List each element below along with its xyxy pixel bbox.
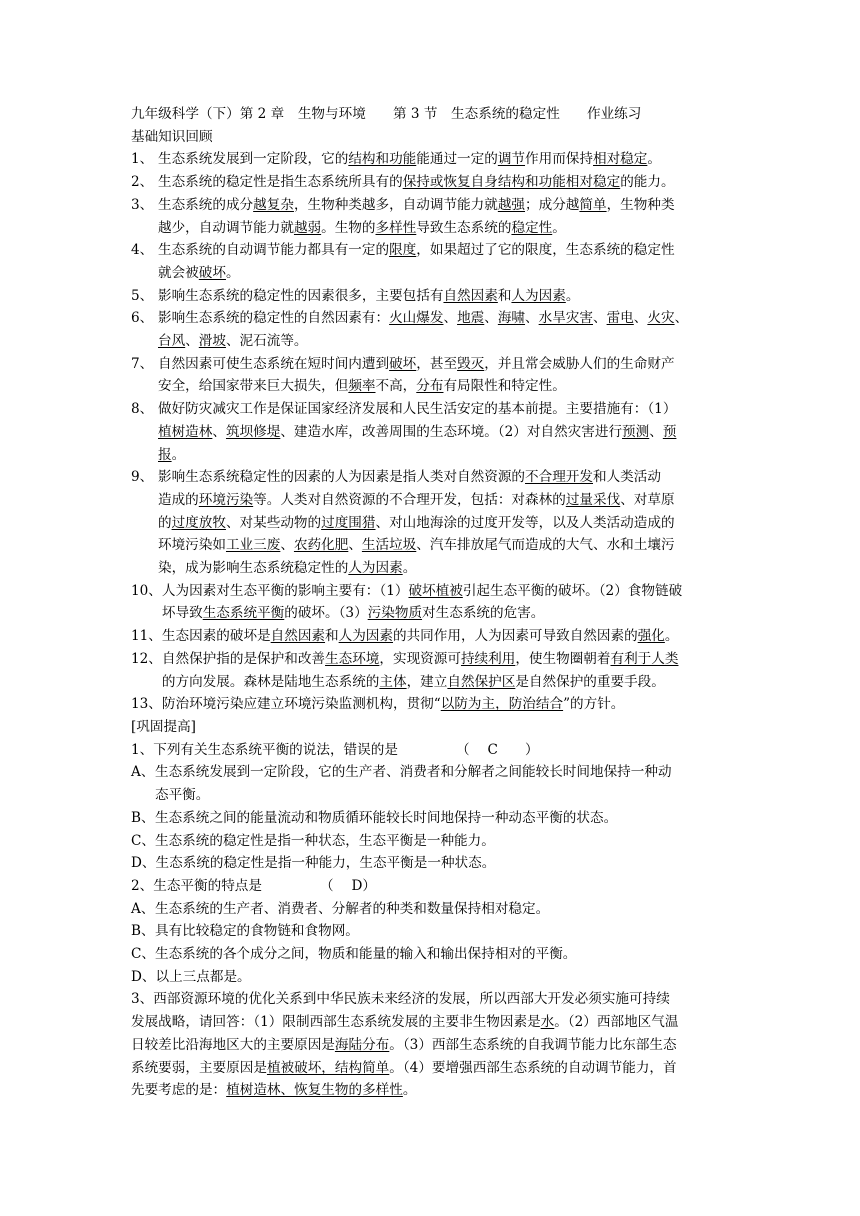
- text-segment: 防治环境污染应建立环境污染监测机构，贯彻“: [161, 696, 441, 713]
- answer-blank: 预测: [622, 423, 650, 440]
- text-segment: ，使生物圈朝着: [515, 650, 611, 667]
- text-segment: 的方向发展。森林是陆地生态系统的: [161, 673, 380, 690]
- text-line: [162, 671, 731, 694]
- text-segment: 做好防灾减灾工作是保证国家经济发展和人民生活安定的基本前提。主要措施有：（1）: [158, 401, 677, 418]
- text-segment: 、对某些动物的: [225, 514, 322, 531]
- answer-blank: 预: [662, 423, 677, 440]
- answer-blank: 火灾: [647, 310, 675, 327]
- option-item: [131, 830, 731, 853]
- text-segment: 、对山地海涂的过度开发等，以及人类活动造成的: [375, 514, 675, 531]
- item-number: 12、: [131, 650, 162, 667]
- text-segment: 的: [158, 514, 172, 531]
- basics-item: [131, 580, 731, 625]
- option-list: [131, 898, 731, 989]
- text-segment: ，如果超过了它的限度，生态系统的稳定性: [416, 242, 675, 259]
- text-segment: 、汽车排放尾气而造成的大气、水和土壤污: [416, 537, 675, 554]
- text-segment: 有局限性和特定性。: [443, 378, 566, 395]
- text-segment: 作用而保持: [525, 151, 593, 168]
- basics-item: [131, 466, 731, 580]
- answer-blank: 破坏: [389, 355, 417, 372]
- text-segment: 、建造水库，改善周围的生态环境。（2）对自然灾害进行: [280, 423, 623, 440]
- stem-text: 2、生态平衡的特点是: [131, 877, 262, 894]
- answer-bracket: （ D）: [320, 877, 377, 894]
- option-text: [155, 920, 731, 943]
- text-segment: 。: [565, 287, 580, 304]
- answer-blank: 破坏: [198, 264, 226, 281]
- text-line: 生态系统的稳定性是指一种状态，生态平衡是一种能力。: [155, 832, 495, 849]
- answer-blank: 主体: [379, 673, 407, 690]
- text-segment: 3、西部资源环境的优化关系到中华民族未来经济的发展，所以西部大开发必须实施可持续: [131, 991, 670, 1008]
- answer-blank: 农药化肥: [293, 537, 349, 554]
- text-segment: 导致生态系统的: [416, 219, 512, 236]
- text-segment: 、: [185, 333, 199, 350]
- text-line: [158, 466, 731, 489]
- text-line: 生态系统的各个成分之间，物质和能量的输入和输出保持相对的平衡。: [155, 946, 577, 963]
- item-text: [162, 693, 731, 716]
- answer-blank: 过度围猎: [321, 514, 376, 531]
- text-line: 态平衡。: [155, 787, 210, 804]
- text-line: [158, 512, 731, 535]
- basics-item: [131, 648, 731, 693]
- text-segment: 生态系统的自动调节能力都具有一定的: [158, 242, 390, 259]
- text-segment: ；成分越: [525, 196, 580, 213]
- text-segment: 坏导致: [161, 605, 203, 622]
- text-line: [162, 625, 731, 648]
- answer-blank: 海啸: [497, 310, 526, 327]
- text-segment: 。: [552, 219, 566, 236]
- text-segment: ，生物种类越多，自动调节能力就: [293, 196, 498, 213]
- page-title: 九年级科学（下）第 2 章 生物与环境 第 3 节 生态系统的稳定性 作业练习: [131, 106, 642, 122]
- section-heading-basics: 基础知识回顾: [131, 128, 213, 145]
- text-segment: 。: [225, 264, 240, 281]
- text-segment: 生态因素的破坏是: [161, 628, 271, 645]
- basics-item: [131, 625, 731, 648]
- answer-blank: 过量采伐: [565, 491, 621, 508]
- text-segment: ，并且常会威胁人们的生命财产: [484, 355, 675, 372]
- option-text: [155, 943, 731, 966]
- option-label: A、: [131, 900, 155, 917]
- text-line: [158, 262, 731, 285]
- answer-blank: 水: [540, 1014, 555, 1031]
- option-text: [155, 761, 731, 806]
- question-2: [131, 875, 731, 989]
- text-line: [158, 285, 731, 308]
- item-number: 2、: [131, 174, 154, 191]
- question-stem: [131, 875, 731, 898]
- item-number: 8、: [131, 401, 154, 418]
- text-segment: 等。人类对自然资源的不合理开发，包括：对森林的: [253, 491, 566, 508]
- answer-blank: 多样性: [375, 219, 417, 236]
- text-segment: 、: [633, 310, 648, 327]
- answer-blank: 结构和功能: [348, 151, 417, 168]
- basics-item: [131, 307, 731, 352]
- text-line: [162, 602, 731, 625]
- item-text: [158, 171, 731, 194]
- text-line: [158, 421, 731, 444]
- option-label: D、: [131, 855, 156, 872]
- text-segment: 人为因素对生态平衡的影响主要有：（1）: [161, 582, 409, 599]
- text-segment: ，甚至: [416, 355, 458, 372]
- option-text: [155, 807, 731, 830]
- answer-blank: 植树造林: [158, 423, 213, 440]
- item-number: 5、: [131, 287, 154, 304]
- text-line: [158, 444, 731, 467]
- answer-blank: 筑坝修堤: [225, 423, 281, 440]
- text-segment: 是自然保护的重要手段。: [515, 673, 665, 690]
- text-segment: 自然保护指的是保护和改善: [161, 650, 326, 667]
- answer-blank: 调节: [497, 151, 526, 168]
- item-text: [162, 648, 731, 693]
- answer-blank: 限度: [389, 242, 417, 259]
- item-text: [158, 398, 731, 466]
- text-line: [158, 534, 731, 557]
- item-number: 6、: [131, 310, 154, 327]
- text-segment: 。（2）西部地区气温: [554, 1014, 679, 1031]
- option-text: [155, 830, 731, 853]
- answer-blank: 台风: [158, 333, 186, 350]
- option-label: C、: [131, 946, 155, 963]
- text-segment: 影响生态系统稳定性的因素的人为因素是指人类对自然资源的: [158, 469, 526, 486]
- answer-blank: 植树造林、恢复生物的多样性: [226, 1082, 403, 1099]
- text-segment: 不高，: [375, 378, 417, 395]
- text-segment: 、: [593, 310, 607, 327]
- worksheet-page: [131, 103, 731, 1102]
- text-line: [158, 307, 731, 330]
- text-line: [158, 375, 731, 398]
- option-label: D、: [131, 968, 156, 985]
- option-text: [156, 966, 732, 989]
- text-segment: 。: [171, 446, 186, 463]
- text-segment: 染，成为影响生态系统稳定性的: [158, 560, 349, 577]
- text-line: 生态系统的稳定性是指一种能力，生态平衡是一种状态。: [155, 855, 496, 872]
- text-line: [131, 1034, 731, 1057]
- text-segment: 的能力。: [620, 174, 675, 191]
- text-segment: 、: [484, 310, 498, 327]
- answer-blank: 自然保护区: [447, 673, 516, 690]
- text-line: [158, 194, 731, 217]
- answer-blank: 海陆分布: [334, 1036, 390, 1053]
- answer-blank: 以防为主，防治结合: [440, 696, 564, 713]
- answer-bracket: （ C ）: [455, 741, 539, 758]
- basics-item: [131, 285, 731, 308]
- text-segment: 、泥石流等。: [225, 333, 308, 350]
- text-line: [158, 330, 731, 353]
- option-item: [131, 943, 731, 966]
- text-segment: 和: [497, 287, 512, 304]
- text-segment: 环境污染如: [158, 537, 226, 554]
- answer-blank: 人为因素: [511, 287, 566, 304]
- answer-blank: 自然因素: [270, 628, 326, 645]
- basics-item: [131, 171, 731, 194]
- text-segment: 、对草原: [620, 491, 675, 508]
- text-segment: 影响生态系统的稳定性的因素很多，主要包括有: [158, 287, 444, 304]
- item-number: 9、: [131, 469, 154, 486]
- option-list: [131, 761, 731, 875]
- basics-item: [131, 148, 731, 171]
- basics-item: [131, 353, 731, 398]
- option-label: C、: [131, 832, 155, 849]
- item-number: 13、: [131, 696, 162, 713]
- text-segment: 、: [674, 310, 689, 327]
- answer-blank: 环境污染: [198, 491, 254, 508]
- text-line: [158, 353, 731, 376]
- text-segment: 、: [525, 310, 539, 327]
- question-1: [131, 739, 731, 875]
- question-stem: [131, 739, 731, 762]
- text-segment: 和: [325, 628, 339, 645]
- option-item: [131, 761, 731, 806]
- answer-blank: 生活垃圾: [361, 537, 417, 554]
- item-text: [158, 148, 731, 171]
- text-line: 生态系统之间的能量流动和物质循环能较长时间地保持一种动态平衡的状态。: [155, 809, 618, 826]
- answer-blank: 相对稳定: [593, 151, 648, 168]
- text-line: 生态系统的生产者、消费者、分解者的种类和数量保持相对稳定。: [155, 900, 550, 917]
- basics-item: [131, 693, 731, 716]
- item-text: [158, 307, 731, 352]
- text-segment: 生态系统发展到一定阶段，它的: [158, 151, 349, 168]
- text-segment: 。生物的: [321, 219, 376, 236]
- item-text: [158, 466, 731, 580]
- option-label: B、: [131, 923, 155, 940]
- text-segment: 越少，自动调节能力就: [158, 219, 294, 236]
- text-segment: 生态系统的成分: [158, 196, 254, 213]
- text-line: [131, 988, 731, 1011]
- text-line: [158, 557, 731, 580]
- option-item: [131, 807, 731, 830]
- text-segment: 日较差比沿海地区大的主要原因是: [131, 1036, 335, 1053]
- basics-item: [131, 398, 731, 466]
- answer-blank: 人为因素: [338, 628, 393, 645]
- text-segment: 。（4）要增强西部生态系统的自动调节能力，首: [389, 1059, 677, 1076]
- answer-blank: 破坏植被: [408, 582, 463, 599]
- item-text: [162, 625, 731, 648]
- answer-blank: 越强: [497, 196, 526, 213]
- text-segment: 引起生态平衡的破坏。（2）食物链破: [462, 582, 683, 599]
- text-segment: ，实现资源可: [379, 650, 461, 667]
- item-text: [158, 285, 731, 308]
- item-text: [158, 353, 731, 398]
- text-segment: 、: [212, 423, 226, 440]
- answer-blank: 简单: [579, 196, 607, 213]
- text-segment: 自然因素可使生态系统在短时间内遭到: [158, 355, 390, 372]
- item-number: 11、: [131, 628, 162, 645]
- text-segment: 的共同作用，人为因素可导致自然因素的: [393, 628, 638, 645]
- answer-blank: 稳定性: [511, 219, 553, 236]
- text-line: [158, 239, 731, 262]
- item-text: [162, 580, 731, 625]
- option-item: [131, 852, 731, 875]
- text-segment: 。: [402, 560, 417, 577]
- text-line: [162, 693, 731, 716]
- stem-text: 1、下列有关生态系统平衡的说法，错误的是: [131, 741, 398, 758]
- text-line: [131, 1079, 731, 1102]
- text-line: 具有比较稳定的食物链和食物网。: [155, 923, 359, 940]
- item-number: 7、: [131, 355, 154, 372]
- text-segment: 先要考虑的是：: [131, 1082, 227, 1099]
- basics-item: [131, 194, 731, 239]
- answer-blank: 持续利用: [460, 650, 516, 667]
- answer-blank: 分布: [416, 378, 444, 395]
- text-segment: ，生物种类: [606, 196, 675, 213]
- text-segment: 造成的: [158, 491, 199, 508]
- answer-blank: 报: [158, 446, 172, 463]
- text-line: 生态系统发展到一定阶段，它的生产者、消费者和分解者之间能较长时间地保持一种动: [155, 764, 672, 781]
- text-line: [162, 648, 731, 671]
- option-item: [131, 966, 731, 989]
- option-item: [131, 920, 731, 943]
- answer-blank: 过度放牧: [171, 514, 226, 531]
- text-line: 以上三点都是。: [155, 968, 251, 985]
- option-label: A、: [131, 764, 155, 781]
- text-segment: 生态系统的稳定性是指生态系统所具有的: [158, 174, 403, 191]
- answer-blank: 毁灭: [457, 355, 485, 372]
- text-line: [158, 489, 731, 512]
- answer-blank: 越复杂: [253, 196, 294, 213]
- text-segment: 。: [664, 628, 679, 645]
- text-segment: 、: [280, 537, 294, 554]
- answer-blank: 人为因素: [348, 560, 403, 577]
- text-segment: 就会被: [158, 264, 199, 281]
- text-segment: 能通过一定的: [416, 151, 498, 168]
- text-segment: 对生态系统的危害。: [422, 605, 545, 622]
- text-line: [158, 171, 731, 194]
- text-segment: 的破坏。（3）: [284, 605, 368, 622]
- text-line: [131, 1011, 731, 1034]
- answer-blank: 滑坡: [198, 333, 226, 350]
- text-segment: 、: [443, 310, 458, 327]
- option-label: B、: [131, 809, 155, 826]
- text-line: [162, 580, 731, 603]
- option-text: [156, 852, 732, 875]
- answer-blank: 火山爆发: [389, 310, 444, 327]
- text-segment: 发展战略，请回答：（1）限制西部生态系统发展的主要非生物因素是: [131, 1014, 541, 1031]
- item-number: 4、: [131, 242, 154, 259]
- option-text: [155, 898, 731, 921]
- text-segment: 、: [649, 423, 663, 440]
- text-segment: 影响生态系统的稳定性的自然因素有：: [158, 310, 390, 327]
- text-segment: 。: [402, 1082, 417, 1099]
- answer-blank: 生态环境: [325, 650, 380, 667]
- item-number: 10、: [131, 582, 162, 599]
- answer-blank: 不合理开发: [525, 469, 593, 486]
- item-text: [158, 239, 731, 284]
- text-segment: 。: [647, 151, 661, 168]
- text-segment: 、: [348, 537, 362, 554]
- basics-question-list: [131, 148, 731, 716]
- text-line: [158, 398, 731, 421]
- item-number: 1、: [131, 151, 154, 168]
- answer-blank: 频率: [348, 378, 376, 395]
- text-line: [131, 1057, 731, 1080]
- answer-blank: 植被破坏，结构简单: [266, 1059, 390, 1076]
- text-segment: 和人类活动: [593, 469, 661, 486]
- answer-blank: 工业三废: [225, 537, 281, 554]
- answer-blank: 地震: [457, 310, 485, 327]
- text-line: [158, 148, 731, 171]
- item-text: [158, 194, 731, 239]
- option-item: [131, 898, 731, 921]
- text-segment: ，建立: [406, 673, 448, 690]
- text-line: [158, 217, 731, 240]
- text-segment: 。（3）西部生态系统的自我调节能力比东部生态: [389, 1036, 677, 1053]
- text-segment: ”的方针。: [563, 696, 625, 713]
- text-segment: 安全，给国家带来巨大损失，但: [158, 378, 349, 395]
- answer-blank: 雷电: [606, 310, 634, 327]
- text-segment: 系统要弱，主要原因是: [131, 1059, 267, 1076]
- answer-blank: 生态系统平衡: [202, 605, 285, 622]
- answer-blank: 污染物质: [367, 605, 423, 622]
- answer-blank: 强化: [637, 628, 665, 645]
- answer-blank: 越弱: [293, 219, 322, 236]
- question-3: [131, 988, 731, 1102]
- section-heading-consolidation: [巩固提高]: [131, 718, 196, 735]
- answer-blank: 自然因素: [443, 287, 498, 304]
- basics-item: [131, 239, 731, 284]
- answer-blank: 保持或恢复自身结构和功能相对稳定: [402, 174, 621, 191]
- answer-blank: 水旱灾害: [538, 310, 593, 327]
- answer-blank: 有利于人类: [610, 650, 679, 667]
- item-number: 3、: [131, 196, 154, 213]
